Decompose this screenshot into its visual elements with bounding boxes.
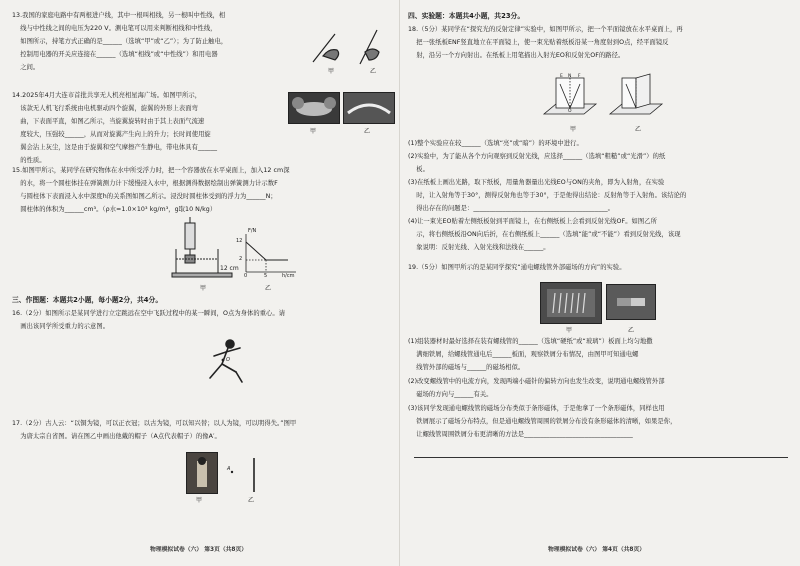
q13-line-5: 之间。 bbox=[12, 64, 40, 71]
q19-sub-2: (2)改变螺线管中的电流方向，发现两端小磁针的偏转方向也发生改变，说明通电螺线管外部 bbox=[408, 378, 665, 385]
q14-line-3: 曲，下表面平直，如图乙所示，当旋翼旋转时由于其上表面气流速 bbox=[12, 118, 205, 125]
q14-line-5: 翼会沾上灰尘，这是由于旋翼和空气摩擦产生静电，带电体具有______ bbox=[12, 144, 218, 151]
q18-line-3: 射，沿另一个方向射出。在纸板上用笔描出入射光EO和反射光OF的路径。 bbox=[408, 52, 625, 59]
q19-bar-magnet-photo bbox=[606, 284, 656, 320]
q19-fig-label-yi: 乙 bbox=[628, 327, 635, 334]
q19-solenoid-photo bbox=[540, 282, 602, 324]
q15-graph-xtick-0: 0 bbox=[244, 273, 248, 279]
q18-label-n: N bbox=[568, 74, 572, 79]
q19-sub-1: (1)组装器材时最好选择在装有螺线管的______（选填“硬纸”或“玻璃”）板面上均匀地撒 bbox=[408, 338, 653, 345]
q18-sub-2b: 板。 bbox=[408, 166, 429, 173]
q19-line-1: 19.（5分）如图甲所示的是某同学探究“通电螺线管外部磁场的方向”的实验。 bbox=[408, 264, 626, 271]
q15-graph-ytick-12: 12 bbox=[236, 238, 243, 244]
q18-sub-4c: 象说明：反射光线、入射光线和法线在______。 bbox=[408, 244, 550, 251]
section-4-heading: 四、实验题：本题共4小题，共23分。 bbox=[408, 12, 525, 20]
q13-test-pen-figure bbox=[305, 18, 393, 76]
q18-sub-3b: 时，让入射角等于30°，测得反射角也等于30°，于是他得出结论：反射角等于入射角。该结论的 bbox=[408, 192, 687, 199]
q17-point-a-label: A bbox=[227, 466, 231, 472]
q13-line-4: 控制用电器的开关应连接在______（选填“相线”或“中性线”）和用电器 bbox=[12, 51, 218, 58]
q14-fig-label-yi: 乙 bbox=[364, 128, 371, 135]
q19-sub-3c: 让螺线管周围铁屑分布更清晰的方法是__________________________________ bbox=[408, 431, 633, 438]
q15-graph-ytick-2: 2 bbox=[239, 256, 243, 262]
q15-line-4: 圆柱体的体积为______cm³。（ρ水=1.0×10³ kg/m³，g取10 N/kg） bbox=[12, 206, 217, 213]
q18-sub-4: (4)让一束光EO贴着左侧纸板射到平面镜上，在右侧纸板上会看到反射光线OF。如图乙所 bbox=[408, 218, 657, 225]
q14-rotor-photo bbox=[343, 92, 395, 124]
q18-fig-label-yi: 乙 bbox=[635, 126, 642, 133]
q18-fig-label-jia: 甲 bbox=[570, 126, 577, 133]
q13-line-2: 线与中性线之间的电压为220 V。测电笔可以用来判断相线和中性线， bbox=[12, 25, 217, 32]
q14-line-1: 14.2025年4月大连市首批共享无人机亮相星海广场。如图甲所示， bbox=[12, 92, 202, 99]
q13-line-1: 13.我国的家庭电路中有两根进户线，其中一根叫相线，另一根叫中性线，相 bbox=[12, 12, 226, 19]
q15-line-1: 15.如图甲所示，某同学在研究物体在水中所受浮力时，把一个容器放在水平桌面上，加入12 cm深 bbox=[12, 167, 290, 174]
page-4 bbox=[400, 0, 800, 566]
q14-line-4: 度较大，压强较______，从而对旋翼产生向上的升力；长时间使用旋 bbox=[12, 131, 211, 138]
q15-force-graph bbox=[240, 232, 300, 278]
q19-answer-line bbox=[414, 457, 788, 458]
q19-sub-3: (3)该同学发现通电螺线管的磁场分布类似于条形磁体，于是他拿了一个条形磁体，同样也用 bbox=[408, 405, 665, 412]
q13-fig-label-jia: 甲 bbox=[328, 68, 335, 75]
q19-fig-label-jia: 甲 bbox=[566, 327, 573, 334]
q18-sub-2: (2)实验中，为了能从各个方向观察到反射光线，应选择______（选填“粗糙”或“光滑”）的纸 bbox=[408, 153, 666, 160]
q19-sub-2b: 磁场的方向与______有关。 bbox=[408, 391, 493, 398]
q18-sub-3c: 得出存在的问题是：__________________________________________。 bbox=[408, 205, 615, 212]
q18-sub-1: (1)整个实验应在较______（选填“亮”或“暗”）的环境中进行。 bbox=[408, 140, 583, 147]
q15-graph-xlabel: h/cm bbox=[282, 273, 295, 279]
q17-fig-label-yi: 乙 bbox=[248, 497, 255, 504]
q18-label-f: F bbox=[578, 74, 581, 79]
q16-center-of-gravity-label: O bbox=[226, 357, 230, 363]
q17-mirror-figure bbox=[222, 454, 266, 494]
q15-fig-label-yi: 乙 bbox=[265, 285, 272, 292]
q18-label-o: O bbox=[568, 109, 572, 114]
q18-sub-4b: 示，将右侧纸板沿ON向后折，在右侧纸板上______（选填“能”或“不能”）看到反射光线，该现 bbox=[408, 231, 681, 238]
page-4-footer: 物理模拟试卷（六） 第4页（共8页） bbox=[548, 547, 646, 553]
q14-fig-label-jia: 甲 bbox=[310, 128, 317, 135]
q18-label-e: E bbox=[560, 74, 563, 79]
q18-sub-3: (3)在纸板上画出光路，取下纸板，用量角器量出光线EO与ON的夹角，即为入射角，在实验 bbox=[408, 179, 665, 186]
q16-line-2: 画出该同学所受重力的示意图。 bbox=[12, 323, 110, 330]
q15-fig-label-jia: 甲 bbox=[200, 285, 207, 292]
q18-line-2: 把一张纸板ENF竖直地立在平面镜上，使一束光贴着纸板沿某一角度射到O点，经平面镜反 bbox=[408, 39, 669, 46]
q17-line-1: 17.（2分）古人云：“以铜为镜，可以正衣冠；以古为镜，可以知兴替；以人为镜，可以明得失。”图甲 bbox=[12, 420, 297, 427]
page-3-footer: 物理模拟试卷（六） 第3页（共8页） bbox=[150, 547, 248, 553]
q14-line-6: 的性质。 bbox=[12, 157, 46, 164]
q17-emperor-picture bbox=[186, 452, 218, 494]
q13-fig-label-yi: 乙 bbox=[370, 68, 377, 75]
q13-line-3: 如图所示，持笔方式正确的是______（选填“甲”或“乙”）；为了防止触电， bbox=[12, 38, 228, 45]
q19-sub-1b: 满细铁屑，给螺线管通电后______板面，观察铁屑分布情况，由图甲可知通电螺 bbox=[408, 351, 639, 358]
q15-line-3: 与圆柱体下表面浸入水中深度h的关系图如图乙所示。浸没时圆柱体受到的浮力为______N； bbox=[12, 193, 277, 200]
q18-line-1: 18.（5分）某同学在“探究光的反射定律”实验中，如图甲所示，把一个平面镜放在水平桌面上，再 bbox=[408, 26, 683, 33]
q17-fig-label-jia: 甲 bbox=[196, 497, 203, 504]
q16-line-1: 16.（2分）如图所示是某同学进行立定跳远在空中飞跃过程中的某一瞬间，O点为身体的重心。请 bbox=[12, 310, 286, 317]
q14-drone-photo bbox=[288, 92, 340, 124]
q15-graph-xtick-5: 5 bbox=[264, 273, 268, 279]
q17-line-2: 为唐太宗自省图。请在图乙中画出他戴的帽子（A点代表帽子）的像A′。 bbox=[12, 433, 221, 440]
q19-sub-1c: 线管外部的磁场与______的磁场相似。 bbox=[408, 364, 525, 371]
q15-line-2: 的水，将一个圆柱体挂在弹簧测力计下缓慢浸入水中，根据测得数据绘制出弹簧测力计示数F bbox=[12, 180, 278, 187]
q15-container-label: 12 cm bbox=[220, 265, 239, 272]
q14-line-2: 该款无人机飞行系统由电机驱动四个旋翼，旋翼的外形上表面弯 bbox=[12, 105, 198, 112]
q15-graph-ylabel: F/N bbox=[248, 228, 257, 234]
q16-long-jump-figure bbox=[200, 336, 248, 388]
q19-sub-3b: 铁屑展示了磁场分布特点，但是通电螺线管周围的铁屑分布没有条形磁体的清晰，如果是你， bbox=[408, 418, 677, 425]
section-3-heading: 三、作图题：本题共2小题，每小题2分，共4分。 bbox=[12, 296, 163, 304]
